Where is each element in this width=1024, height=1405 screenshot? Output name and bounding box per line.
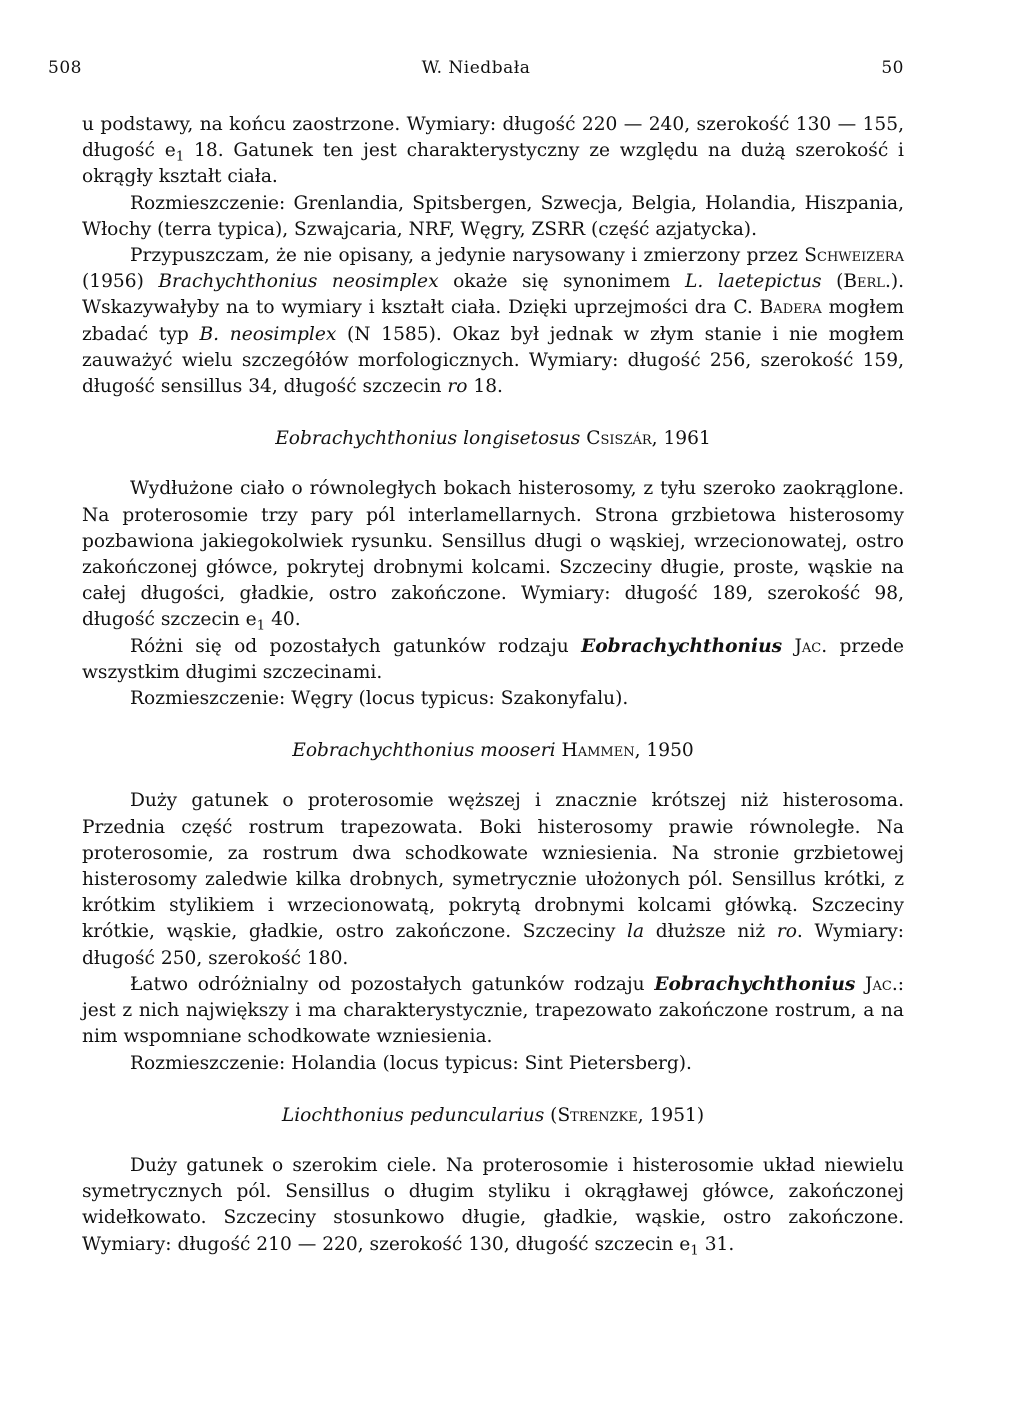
paragraph-distribution: Rozmieszczenie: Węgry (locus typicus: Szakonyfalu). xyxy=(130,688,629,710)
page-number-left: 508 xyxy=(48,58,82,78)
paragraph-distribution: Rozmieszczenie: Grenlandia, Spitsbergen, Szwecja, Belgia, Holandia, Hiszpania, Włochy (terra typica), Szwajcaria, NRF, Węgry, ZSRR (część azjatycka). xyxy=(82,192,904,240)
paragraph-remark: Przypuszczam, że nie opisany, a jedynie narysowany i zmierzony przez Schweizera (1956) Brachychthonius neosimplex okaże się synonimem L. laetepictus (Berl.). Wskazywałyby na to wymiary i kształt ciała. Dzięki uprzejmości dra C. Badera mogłem zbadać typ B. neosimplex (N 1585). Okaz był jednak w złym stanie i nie mogłem zauważyć wielu szczegółów morfologicznych. Wymiary: długość 256, szerokość 159, długość sensillus 34, długość szczecin ro 18. xyxy=(82,245,905,398)
paragraph-description: Duży gatunek o proterosomie węższej i znacznie krótszej niż histerosoma. Przednia część rostrum trapezowata. Boki histerosomy prawie równoległe. Na proterosomie, za rostrum dwa schodkowate wzniesienia. Na stronie grzbietowej histerosomy zaledwie kilka drobnych, symetrycznie ułożonych pól. Sensillus krótki, z krótkim stylikiem i wrzecionowatą, pokrytą drobnymi kolcami główką. Szczeciny krótkie, wąskie, gładkie, ostro zakończone. Szczeciny la dłuższe niż ro. Wymiary: długość 250, szerokość 180. xyxy=(82,790,904,969)
page-body xyxy=(82,112,904,1258)
paragraph-description: Wydłużone ciało o równoległych bokach histerosomy, z tyłu szeroko zaokrąglone. Na proterosomie trzy pary pól interlamellarnych. Strona grzbietowa histerosomy pozbawiona jakiegokolwiek rysunku. Sensillus długi o wąskiej, wrzecionowatej, ostro zakończonej główce, pokrytej drobnymi kolcami. Szczeciny długie, proste, wąskie na całej długości, gładkie, ostro zakończone. Wymiary: długość 189, szerokość 98, długość szczecin $e_1$ 40. xyxy=(82,478,904,635)
species-heading: Liochthonius peduncularius (Strenzke, 1951) xyxy=(281,1104,705,1126)
paragraph-continued: u podstawy, na końcu zaostrzone. Wymiary: długość 220 — 240, szerokość 130 — 155, długość $e_1$ 18. Gatunek ten jest charakterystyczny ze względu na dużą szerokość i okrągły kształt ciała. xyxy=(82,114,904,188)
species-heading: Eobrachychthonius longisetosus Csiszár, 1961 xyxy=(275,428,711,450)
page-header xyxy=(48,58,904,88)
paragraph-description: Duży gatunek o szerokim ciele. Na proterosomie i histerosomie układ niewielu symetrycznych pól. Sensillus o długim styliku i okrągławej główce, zakończonej widełkowato. Szczeciny stosunkowo długie, gładkie, wąskie, ostro zakończone. Wymiary: długość 210 — 220, szerokość 130, długość szczecin $e_1$ 31. xyxy=(82,1154,904,1259)
paragraph-distribution: Rozmieszczenie: Holandia (locus typicus: Sint Pietersberg). xyxy=(130,1052,692,1074)
running-title: W. Niedbała xyxy=(421,58,531,78)
page-number-right: 50 xyxy=(881,58,904,78)
paragraph-diagnosis: Różni się od pozostałych gatunków rodzaju Eobrachychthonius Jac. przede wszystkim długimi szczecinami. xyxy=(82,635,904,683)
paragraph-diagnosis: Łatwo odróżnialny od pozostałych gatunków rodzaju Eobrachychthonius Jac.: jest z nich największy i ma charakterystycznie, trapezowato zakończone rostrum, a na nim wspomniane schodkowate wzniesienia. xyxy=(82,973,904,1048)
species-heading: Eobrachychthonius mooseri Hammen, 1950 xyxy=(292,740,694,762)
